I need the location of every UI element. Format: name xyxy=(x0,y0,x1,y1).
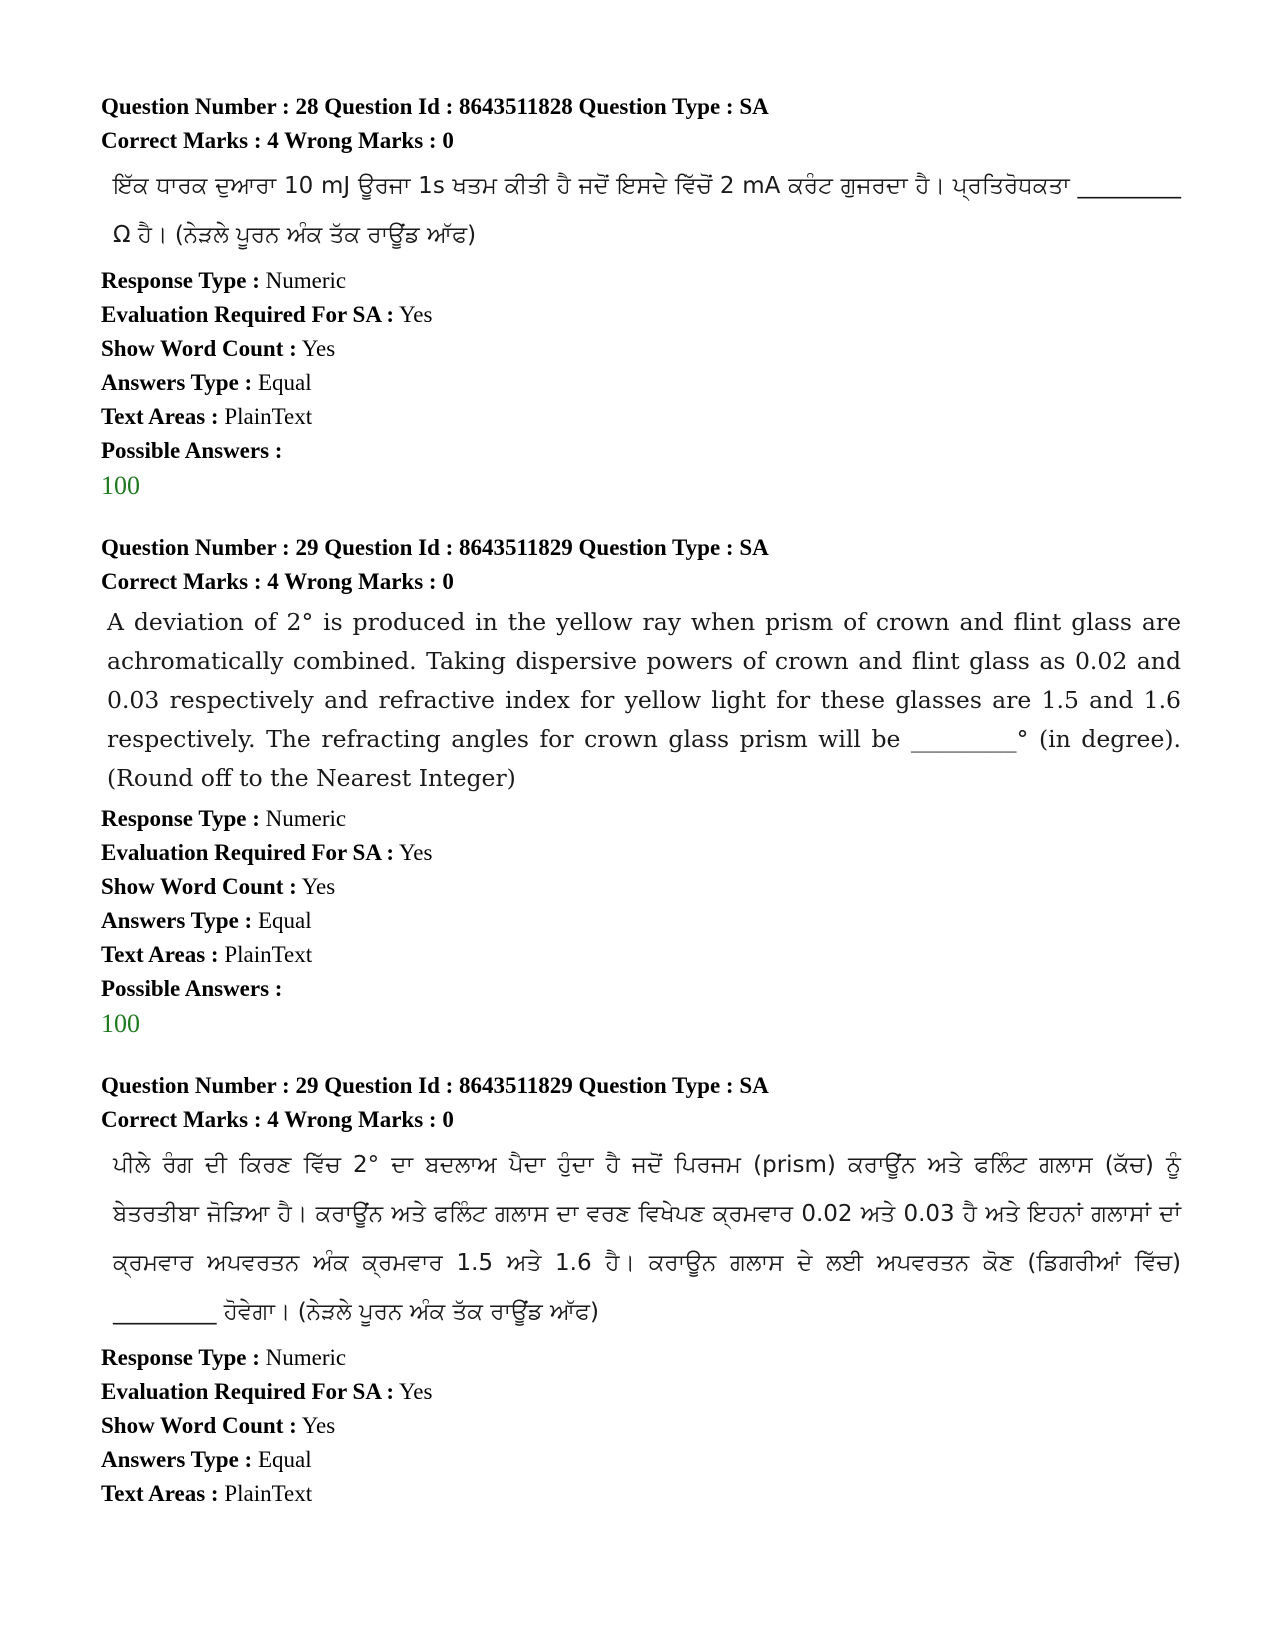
answers-type-label: Answers Type : xyxy=(101,370,253,395)
possible-answers-row xyxy=(101,972,1181,1006)
response-type-label: Response Type : xyxy=(101,806,260,831)
question-marks: Correct Marks : 4 Wrong Marks : 0 xyxy=(101,569,454,594)
text-areas-label: Text Areas : xyxy=(101,404,219,429)
question-block-29-en xyxy=(101,531,1181,1042)
word-count-value: Yes xyxy=(301,336,336,361)
question-header: Question Number : 29 Question Id : 8643511829 Question Type : SA xyxy=(101,1073,769,1098)
question-block-29-pa xyxy=(101,1069,1181,1511)
response-type-label: Response Type : xyxy=(101,1345,260,1370)
question-text: ਪੀਲੇ ਰੰਗ ਦੀ ਕਿਰਣ ਵਿੱਚ 2° ਦਾ ਬਦਲਾਅ ਪੈਦਾ ਹੁੰਦਾ ਹੈ ਜਦੋਂ ਪਿਰਜਮ (prism) ਕਰਾਊਂਨ ਅਤੇ ਫਲਿੰਟ ਗਲਾਸ (ਕੱਚ) ਨੂੰ ਬੇਤਰਤੀਬਾ ਜੋੜਿਆ ਹੈ। ਕਰਾਊਂਨ ਅਤੇ ਫਲਿੰਟ ਗਲਾਸ ਦਾ ਵਰਣ ਵਿਖੇਪਣ ਕ੍ਰਮਵਾਰ 0.02 ਅਤੇ 0.03 ਹੈ ਅਤੇ ਇਹਨਾਂ ਗਲਾਸਾਂ ਦਾਂ ਕ੍ਰਮਵਾਰ ਅਪਵਰਤਨ ਅੰਕ ਕ੍ਰਮਵਾਰ 1.5 ਅਤੇ 1.6 ਹੈ। ਕਰਾਊਨ ਗਲਾਸ ਦੇ ਲਈ ਅਪਵਰਤਨ ਕੋਣ (ਡਿਗਰੀਆਂ ਵਿੱਚ) _________ ਹੋਵੇਗਾ। (ਨੇੜਲੇ ਪੂਰਨ ਅੰਕ ਤੱਕ ਰਾਊਂਡ ਆੱਫ) xyxy=(113,1152,1181,1325)
response-type-row xyxy=(101,802,1181,836)
evaluation-row xyxy=(101,298,1181,332)
text-areas-label: Text Areas : xyxy=(101,1481,219,1506)
text-areas-row xyxy=(101,1477,1181,1511)
word-count-label: Show Word Count : xyxy=(101,1413,297,1438)
response-type-value: Numeric xyxy=(265,268,347,293)
possible-answers-label: Possible Answers : xyxy=(101,976,283,1001)
text-areas-value: PlainText xyxy=(224,1481,313,1506)
possible-answer-value: 100 xyxy=(101,471,140,500)
possible-answer-value: 100 xyxy=(101,1009,140,1038)
possible-answers-label: Possible Answers : xyxy=(101,438,283,463)
answers-type-value: Equal xyxy=(257,908,312,933)
answers-type-label: Answers Type : xyxy=(101,1447,253,1472)
text-areas-row xyxy=(101,938,1181,972)
word-count-label: Show Word Count : xyxy=(101,336,297,361)
evaluation-value: Yes xyxy=(399,302,433,327)
question-marks: Correct Marks : 4 Wrong Marks : 0 xyxy=(101,1107,454,1132)
word-count-value: Yes xyxy=(301,1413,336,1438)
question-header: Question Number : 29 Question Id : 8643511829 Question Type : SA xyxy=(101,535,769,560)
question-header: Question Number : 28 Question Id : 8643511828 Question Type : SA xyxy=(101,94,769,119)
text-areas-value: PlainText xyxy=(224,942,313,967)
question-block-28 xyxy=(101,90,1181,504)
word-count-row xyxy=(101,1409,1181,1443)
question-text: A deviation of 2° is produced in the yellow ray when prism of crown and flint glass are achromatically combined. Taking dispersive powers of crown and flint glass as 0.02 and 0.03 respectively and refractive index for yellow light for these glasses are 1.5 and 1.6 respectively. The refracting angles for crown glass prism will be _________° (in degree). (Round off to the Nearest Integer) xyxy=(107,608,1181,792)
word-count-label: Show Word Count : xyxy=(101,874,297,899)
answers-type-value: Equal xyxy=(257,370,312,395)
text-areas-label: Text Areas : xyxy=(101,942,219,967)
evaluation-row xyxy=(101,1375,1181,1409)
evaluation-value: Yes xyxy=(399,840,433,865)
response-type-label: Response Type : xyxy=(101,268,260,293)
evaluation-label: Evaluation Required For SA : xyxy=(101,302,395,327)
response-type-value: Numeric xyxy=(265,1345,347,1370)
word-count-value: Yes xyxy=(301,874,336,899)
evaluation-label: Evaluation Required For SA : xyxy=(101,840,395,865)
response-type-row xyxy=(101,1341,1181,1375)
word-count-row xyxy=(101,870,1181,904)
evaluation-label: Evaluation Required For SA : xyxy=(101,1379,395,1404)
answers-type-row xyxy=(101,904,1181,938)
question-text: ਇੱਕ ਧਾਰਕ ਦੁਆਰਾ 10 mJ ਊਰਜਾ 1s ਖਤਮ ਕੀਤੀ ਹੈ ਜਦੋਂ ਇਸਦੇ ਵਿੱਚੋਂ 2 mA ਕਰੰਟ ਗੁਜਰਦਾ ਹੈ। ਪ੍ਰਤਿਰੋਧਕਤਾ _________ Ω ਹੈ। (ਨੇੜਲੇ ਪੂਰਨ ਅੰਕ ਤੱਕ ਰਾਊਂਡ ਆੱਫ) xyxy=(113,173,1181,248)
answers-type-row xyxy=(101,366,1181,400)
word-count-row xyxy=(101,332,1181,366)
question-marks: Correct Marks : 4 Wrong Marks : 0 xyxy=(101,128,454,153)
evaluation-row xyxy=(101,836,1181,870)
answers-type-label: Answers Type : xyxy=(101,908,253,933)
evaluation-value: Yes xyxy=(399,1379,433,1404)
response-type-row xyxy=(101,264,1181,298)
possible-answers-row xyxy=(101,434,1181,468)
text-areas-row xyxy=(101,400,1181,434)
answers-type-row xyxy=(101,1443,1181,1477)
text-areas-value: PlainText xyxy=(224,404,313,429)
response-type-value: Numeric xyxy=(265,806,347,831)
answers-type-value: Equal xyxy=(257,1447,312,1472)
